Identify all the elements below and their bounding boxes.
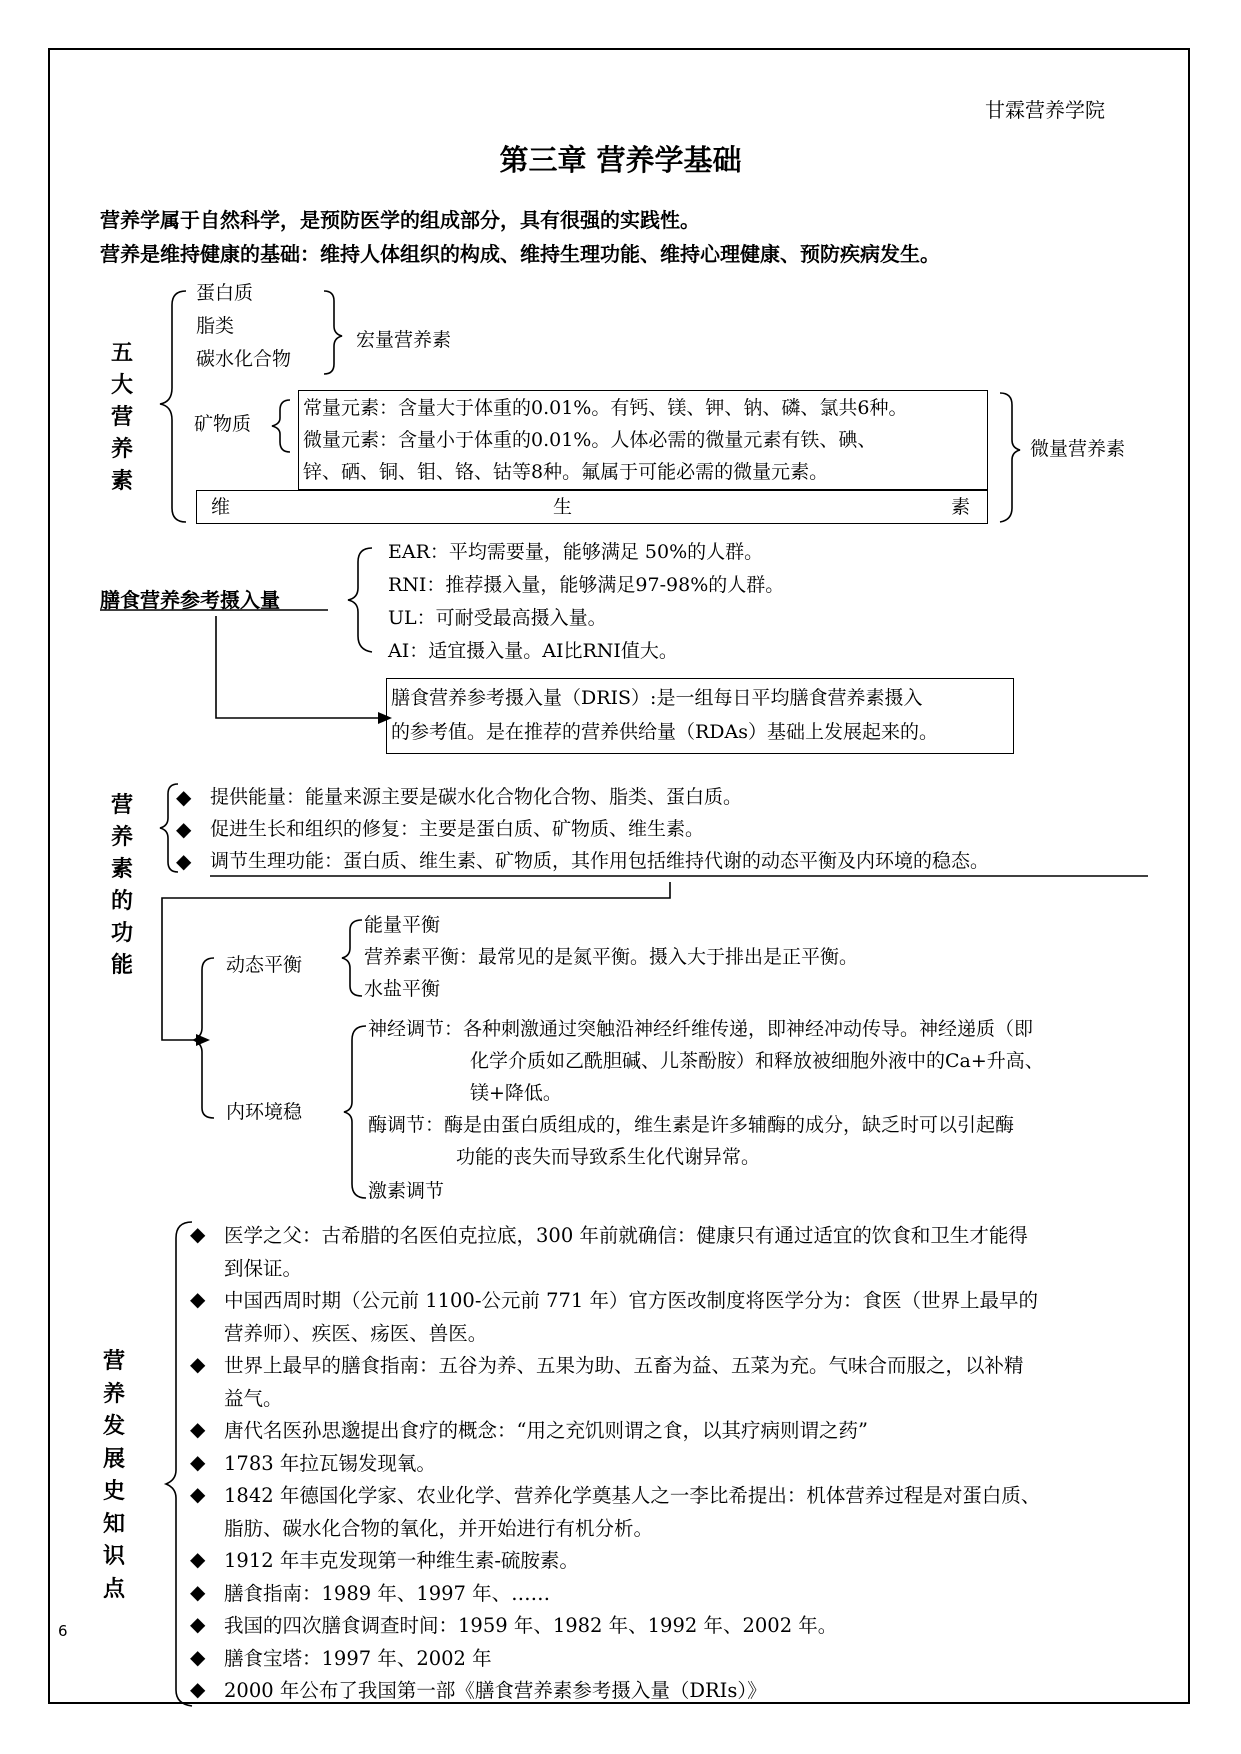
bullet-icon: ◆ [190, 1287, 206, 1311]
bullet-icon: ◆ [190, 1222, 206, 1246]
vitamin-char-1: 维 [211, 496, 231, 518]
brace-history [166, 1222, 192, 1706]
brace-dri [348, 548, 372, 652]
internal-label: 内环境稳 [226, 1101, 303, 1123]
dri-definition-line-1: 膳食营养参考摄入量（DRIS）:是一组每日平均膳食营养素摄入 [391, 687, 923, 709]
macro-label: 宏量营养素 [356, 329, 452, 351]
dri-item-rni: RNI：推荐摄入量，能够满足97-98%的人群。 [388, 574, 785, 596]
dynamic-item-nutrient: 营养素平衡：最常见的是氮平衡。摄入大于排出是正平衡。 [364, 946, 859, 968]
intro-line-2: 营养是维持健康的基础：维持人体组织的构成、维持生理功能、维持心理健康、预防疾病发生。 [100, 242, 940, 266]
dri-item-ul: UL：可耐受最高摄入量。 [388, 607, 607, 629]
dri-item-ear: EAR：平均需要量，能够满足 50%的人群。 [388, 541, 764, 563]
dri-definition-box [386, 678, 1014, 754]
vitamin-char-2: 生 [553, 496, 573, 518]
bullet-icon: ◆ [176, 849, 192, 873]
mineral-line-3: 锌、硒、铜、钼、铬、钴等8种。氟属于可能必需的微量元素。 [303, 461, 829, 483]
org-name: 甘霖营养学院 [985, 98, 1105, 122]
history-item-line: 中国西周时期（公元前 1100-公元前 771 年）官方医改制度将医学分为：食医（世界上最早的 [224, 1289, 1039, 1312]
history-item-line: 1783 年拉瓦锡发现氧。 [224, 1451, 436, 1475]
bullet-icon: ◆ [190, 1482, 206, 1506]
vitamin-box [196, 490, 988, 524]
page-number: 6 [58, 1622, 68, 1640]
bullet-icon: ◆ [176, 785, 192, 809]
brace-dynamic [342, 920, 362, 996]
history-item-line: 医学之父：古希腊的名医伯克拉底，300 年前就确信：健康只有通过适宜的饮食和卫生才能得 [224, 1224, 1028, 1247]
bullet-icon: ◆ [176, 817, 192, 841]
dri-label: 膳食营养参考摄入量 [100, 588, 280, 612]
arrow-regulate-head [196, 1034, 210, 1046]
internal-line-3: 镁+降低。 [470, 1082, 562, 1104]
bullet-icon: ◆ [190, 1547, 206, 1571]
history-item-line: 到保证。 [224, 1256, 303, 1280]
history-item-line: 2000 年公布了我国第一部《膳食营养素参考摄入量（DRIs）》 [224, 1679, 767, 1702]
page-title: 第三章 营养学基础 [499, 143, 742, 177]
bullet-icon: ◆ [190, 1352, 206, 1376]
brace-internal [344, 1026, 366, 1198]
history-item-line: 1842 年德国化学家、农业化学、营养化学奠基人之一李比希提出：机体营养过程是对蛋白质、 [224, 1484, 1041, 1507]
history-item-line: 1912 年丰克发现第一种维生素-硫胺素。 [224, 1549, 579, 1572]
mineral-label: 矿物质 [194, 413, 252, 435]
dri-item-ai: AI：适宜摄入量。AI比RNI值大。 [388, 640, 678, 662]
history-label: 营养发展史知识点 [102, 1349, 125, 1602]
history-item-line: 唐代名医孙思邈提出食疗的概念：“用之充饥则谓之食，以其疗病则谓之药” [224, 1419, 868, 1442]
history-item-line: 营养师）、疾医、疡医、兽医。 [224, 1321, 488, 1345]
macro-item-lipid: 脂类 [196, 315, 235, 337]
dynamic-item-energy: 能量平衡 [364, 914, 441, 936]
internal-line-5: 功能的丧失而导致系生化代谢异常。 [456, 1146, 761, 1168]
history-item-line: 我国的四次膳食调查时间：1959 年、1982 年、1992 年、2002 年。 [224, 1614, 838, 1637]
internal-line-6: 激素调节 [368, 1180, 445, 1202]
internal-line-1: 神经调节：各种刺激通过突触沿神经纤维传递，即神经冲动传导。神经递质（即 [368, 1018, 1034, 1040]
function-item-energy: 提供能量：能量来源主要是碳水化合物化合物、脂类、蛋白质。 [210, 786, 743, 808]
dri-definition-line-2: 的参考值。是在推荐的营养供给量（RDAs）基础上发展起来的。 [391, 721, 939, 743]
bullet-icon: ◆ [190, 1612, 206, 1636]
mineral-box [298, 390, 988, 490]
mineral-line-1: 常量元素：含量大于体重的0.01%。有钙、镁、钾、钠、磷、氯共6种。 [303, 397, 908, 419]
brace-mineral [272, 400, 290, 452]
mineral-line-2: 微量元素：含量小于体重的0.01%。人体必需的微量元素有铁、碘、 [303, 429, 877, 451]
history-item-line: 益气。 [224, 1386, 283, 1410]
history-item-line: 世界上最早的膳食指南：五谷为养、五果为助、五畜为益、五菜为充。气味合而服之，以补精 [224, 1354, 1024, 1377]
bullet-icon: ◆ [190, 1449, 206, 1474]
intro-line-1: 营养学属于自然科学，是预防医学的组成部分，具有很强的实践性。 [100, 208, 700, 232]
bullet-icon: ◆ [190, 1644, 206, 1669]
function-item-growth: 促进生长和组织的修复：主要是蛋白质、矿物质、维生素。 [210, 818, 705, 840]
bullet-icon: ◆ [190, 1417, 206, 1441]
micro-label: 微量营养素 [1030, 438, 1126, 460]
five-nutrients-label: 五大营养素 [110, 341, 133, 494]
arrow-dri [216, 616, 378, 718]
bullet-icon: ◆ [190, 1579, 206, 1604]
history-item-line: 膳食指南：1989 年、1997 年、…… [224, 1581, 551, 1605]
macro-item-carb: 碳水化合物 [196, 348, 292, 370]
history-item-line: 膳食宝塔：1997 年、2002 年 [224, 1646, 492, 1670]
vitamin-char-3: 素 [951, 496, 971, 518]
history-item-line: 脂肪、碳水化合物的氧化，并开始进行有机分析。 [224, 1516, 654, 1540]
functions-label: 营养素的功能 [110, 793, 133, 978]
brace-macro-right [324, 291, 342, 374]
bullet-icon: ◆ [190, 1677, 206, 1701]
internal-line-2: 化学介质如乙酰胆碱、儿茶酚胺）和释放被细胞外液中的Ca+升高、 [470, 1050, 1044, 1072]
function-item-regulate: 调节生理功能：蛋白质、维生素、矿物质，其作用包括维持代谢的动态平衡及内环境的稳态。 [210, 850, 990, 872]
dynamic-item-water: 水盐平衡 [364, 978, 441, 1000]
brace-five-nutrients [160, 291, 186, 522]
internal-line-4: 酶调节：酶是由蛋白质组成的，维生素是许多辅酶的成分，缺乏时可以引起酶 [368, 1114, 1015, 1136]
dynamic-label: 动态平衡 [226, 954, 303, 976]
macro-item-protein: 蛋白质 [196, 282, 254, 304]
brace-micro-right [1000, 393, 1020, 522]
